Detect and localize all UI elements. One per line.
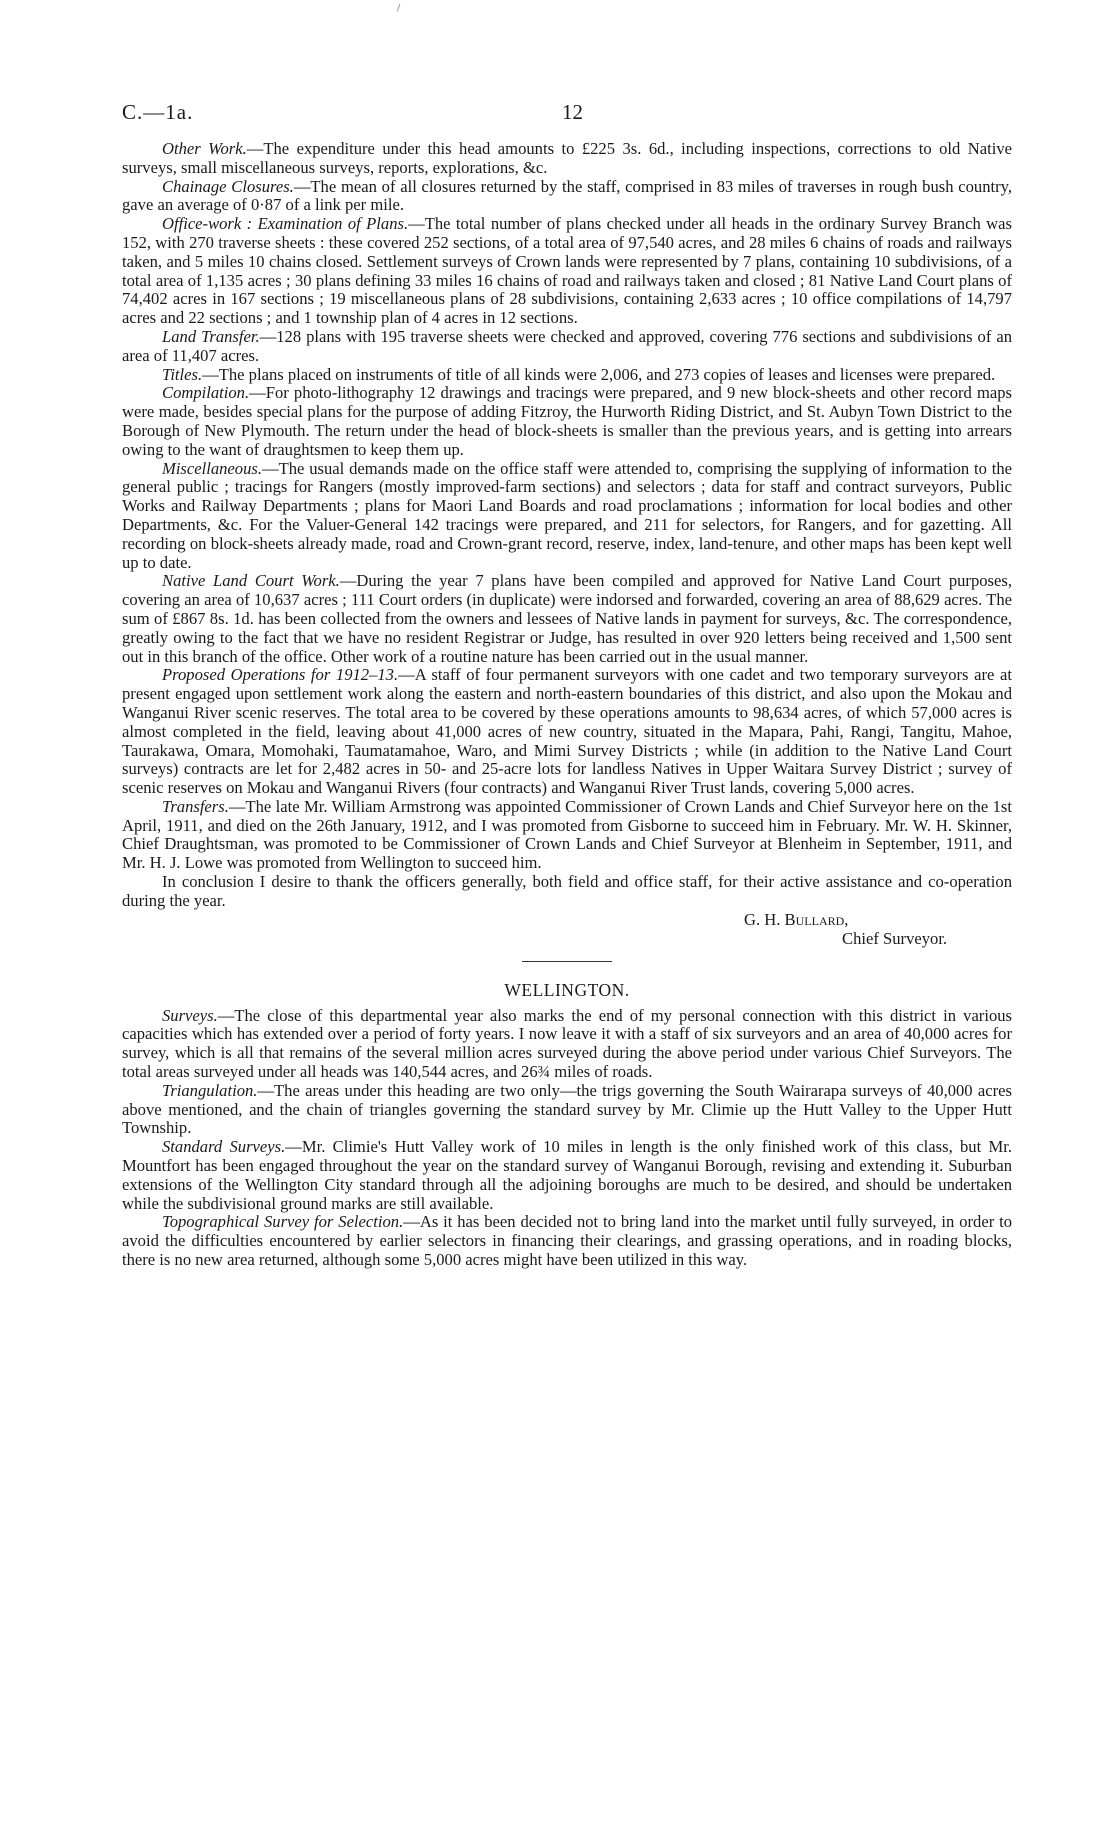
paragraph (122, 1082, 1012, 1138)
paragraph (122, 328, 1012, 366)
paragraph (122, 460, 1012, 573)
paragraph (122, 384, 1012, 459)
paragraph-text: —The close of this departmental year also marks the end of my personal connection with this district in various capacities which has extended over a period of forty years. I now leave it with a staff of six surveyors and an area of 40,000 acres for survey, which is all that remains of the several million acres surveyed during the above period under various Chief Surveyors. The total areas surveyed under all heads was 140,544 acres, and 26¾ miles of roads. (122, 1005, 1012, 1082)
paragraph-heading: Titles. (162, 364, 203, 384)
paragraph-text: —For photo-lithography 12 drawings and tracings were prepared, and 9 new block-sheets and other record maps were made, besides special plans for the purpose of adding Fitzroy, the Hurworth Riding District, and St. Aubyn Town District to the Borough of New Plymouth. The return under the head of block-sheets is smaller than the previous years, and is getting into arrears owing to the want of draughtsmen to keep them up. (122, 383, 1012, 459)
section-divider (522, 961, 612, 962)
document-page (122, 100, 1012, 1270)
paragraph-text: —The usual demands made on the office staff were attended to, comprising the supplying of information to the general public ; tracings for Rangers (mostly improved-farm sections) and selectors ; data for staff and contract surveyors, Public Works and Railway Departments ; plans for Maori Land Boards and road proclamations ; information for local bodies and other Departments, &c. For the Valuer-General 142 tracings were prepared, and 211 for selectors, for Rangers, and for gazetting. All recording on block-sheets already made, road and Crown-grant record, reserve, index, land-tenure, and other maps has been kept well up to date. (122, 458, 1012, 572)
paragraph-text: —A staff of four permanent surveyors with one cadet and two temporary surveyors are at present engaged upon settlement work along the eastern and north-eastern boundaries of this district, and also upon the Mokau and Wanganui River scenic reserves. The total area to be covered by these operations amounts to 98,634 acres, of which 57,000 acres is almost completed in the field, leaving about 41,000 acres of new country, situated in the Mapara, Pahi, Rangi, Tangitu, Mahoe, Taurakawa, Omara, Momohaki, Taumatamahoe, Waro, and Mimi Survey Districts ; while (in addition to the Native Land Court surveys) contracts are let for 2,482 acres in 50- and 25-acre lots for landless Natives in Upper Waitara Survey District ; survey of scenic reserves on Mokau and Wanganui Rivers (four contracts) and Wanganui River Trust lands, covering 5,000 acres. (122, 665, 1012, 798)
paragraph (122, 1138, 1012, 1213)
paragraph-heading: Standard Surveys. (162, 1137, 286, 1157)
report-code: C.—1a. (122, 100, 194, 124)
paragraph-text: In conclusion I desire to thank the officers generally, both field and office staff, for their active assistance and co-operation during the year. (122, 872, 1012, 910)
paragraph-heading: Chainage Closures. (162, 176, 294, 196)
paragraph-heading: Surveys. (162, 1005, 218, 1025)
paragraph (122, 366, 1012, 385)
paragraph-text: —As it has been decided not to bring land into the market until fully surveyed, in order to avoid the difficulties encountered by earlier selectors in financing their clearings, and grassing operations, and in roading blocks, there is no new area returned, although some 5,000 acres might have been utilized in this way. (122, 1212, 1013, 1270)
paragraph-text: —The plans placed on instruments of title of all kinds were 2,006, and 273 copies of leases and licenses were prepared. (202, 364, 996, 384)
paragraph (122, 215, 1012, 328)
paragraph-heading: Compilation. (162, 383, 250, 403)
paragraph (122, 140, 1012, 178)
paragraph-text: —The areas under this heading are two only—the trigs governing the South Wairarapa surveys of 40,000 acres above mentioned, and the chain of triangles governing the standard survey by Mr. Climie up the Hutt Valley to the Upper Hutt Township. (122, 1080, 1012, 1138)
paragraph-text: —The late Mr. William Armstrong was appointed Commissioner of Crown Lands and Chief Surveyor here on the 1st April, 1911, and died on the 26th January, 1912, and I was promoted from Gisborne to succeed him in February. Mr. W. H. Skinner, Chief Draughtsman, was promoted to be Commissioner of Crown Lands and Chief Surveyor at Blenheim in September, 1911, and Mr. H. J. Lowe was promoted from Wellington to succeed him. (122, 796, 1012, 873)
section-title: WELLINGTON. (504, 979, 630, 1000)
body-section-a (122, 140, 1012, 911)
paragraph-text: —The expenditure under this head amounts to £225 3s. 6d., including inspections, corrections to old Native surveys, small miscellaneous surveys, reports, explorations, &c. (122, 139, 1012, 177)
paragraph-heading: Other Work. (162, 139, 247, 158)
paragraph-text: —128 plans with 195 traverse sheets were checked and approved, covering 776 sections and subdivisions of an area of 11,407 acres. (122, 326, 1012, 365)
signature-name: G. H. Bullard, (744, 909, 849, 929)
paragraph (122, 1007, 1012, 1082)
stray-mark (397, 4, 403, 13)
paragraph-text: —The mean of all closures returned by the staff, comprised in 83 miles of traverses in rough bush country, gave an average of 0·87 of a link per mile. (122, 176, 1013, 215)
paragraph (122, 178, 1012, 216)
paragraph-heading: Land Transfer. (162, 326, 260, 346)
paragraph-text: —Mr. Climie's Hutt Valley work of 10 miles in length is the only finished work of this class, but Mr. Mountfort has been engaged throughout the year on the standard survey of Wanganui Borough, revising and extending it. Suburban extensions of the Wellington City standard through all the adjoining boroughs are much to be desired, and should be undertaken while the subdivisional ground marks are still available. (122, 1137, 1012, 1213)
paragraph-heading: Triangulation. (162, 1080, 258, 1100)
paragraph (122, 1213, 1012, 1269)
signature-title: Chief Surveyor. (842, 928, 948, 948)
paragraph-heading: Topographical Survey for Selection. (162, 1212, 404, 1232)
page-header (122, 100, 1012, 140)
paragraph (122, 873, 1012, 911)
paragraph-heading: Proposed Operations for 1912–13. (162, 665, 399, 685)
paragraph (122, 798, 1012, 873)
paragraph-text: —The total number of plans checked under all heads in the ordinary Survey Branch was 152, with 270 traverse sheets : these covered 252 sections, of a total area of 97,540 acres, and 28 miles 6 chains of roads and railways taken, and 5 miles 10 chains closed. Settlement surveys of Crown lands were represented by 7 plans, containing 10 subdivisions, of a total area of 1,135 acres ; 30 plans defining 33 miles 16 chains of road and railways taken and closed ; 81 Native Land Court plans of 74,402 acres in 167 sections ; 19 miscellaneous plans of 28 subdivisions, containing 2,633 acres ; 10 office compilations of 14,797 acres and 22 sections ; and 1 township plan of 4 acres in 12 sections. (122, 214, 1012, 328)
paragraph-text: —During the year 7 plans have been compiled and approved for Native Land Court purposes, covering an area of 10,637 acres ; 111 Court orders (in duplicate) were indorsed and forwarded, covering an area of 88,629 acres. The sum of £867 8s. 1d. has been collected from the owners and lessees of Native lands in payment for surveys, &c. The correspondence, greatly owing to the fact that we have no resident Registrar or Judge, has resulted in over 920 letters being received and 1,500 sent out in this branch of the office. Other work of a routine nature has been carried out in the usual manner. (122, 571, 1012, 666)
paragraph-heading: Office-work : Examination of Plans. (162, 214, 409, 234)
paragraph-heading: Native Land Court Work. (162, 571, 340, 591)
paragraph (122, 572, 1012, 666)
body-section-b (122, 1007, 1012, 1270)
signature-block (122, 911, 1012, 949)
paragraph-heading: Miscellaneous. (162, 458, 263, 478)
paragraph-heading: Transfers. (162, 796, 229, 816)
paragraph (122, 666, 1012, 798)
page-number: 12 (562, 100, 583, 124)
